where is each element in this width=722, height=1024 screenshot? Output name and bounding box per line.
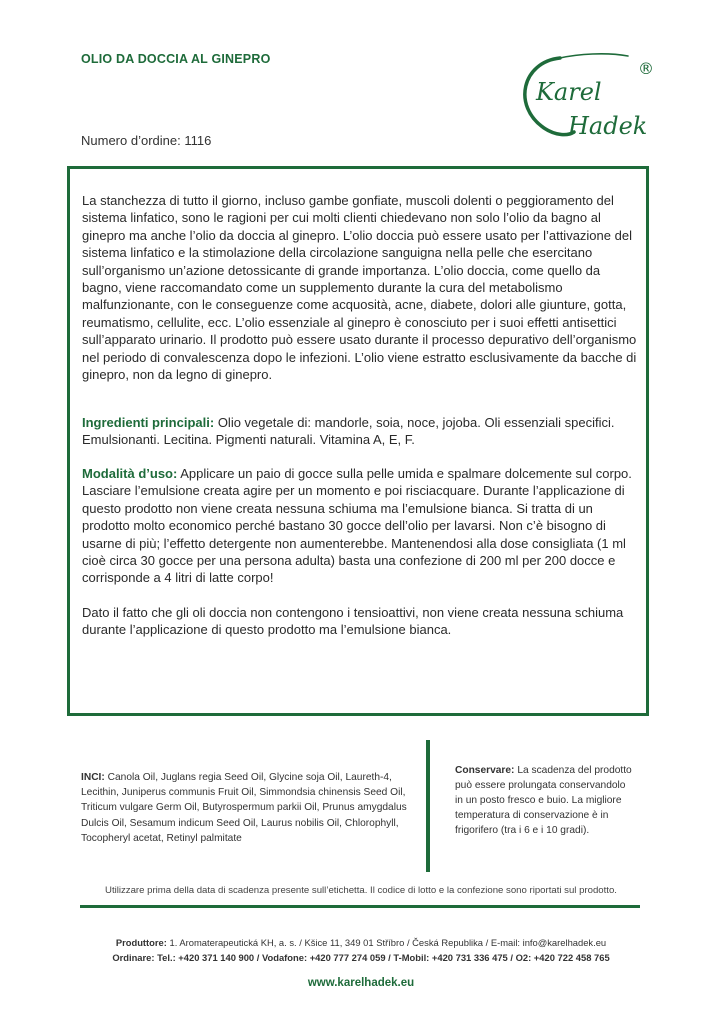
order-number: Numero d’ordine: 1116 (81, 133, 212, 148)
usage-text: Applicare un paio di gocce sulla pelle umida e spalmare dolcemente sul corpo. Lasciare l’emulsione creata agire per un momento e poi risciacquare. Durante l’applicazione di questo prodotto non viene creata nessuna schiuma ma l’emulsione bianca. Si tratta di un prodotto molto economico perché bastano 30 gocce dell’olio per lavarsi. Non c’è bisogno di usarne di più; l’effetto detergente non aumenterebbe. Mantenendosi alla dose consigliata (1 ml cioè circa 30 gocce per una persona adulta) basta una confezione di 200 ml per 200 docce e corrisponde a 4 litri di latte corpo! (82, 466, 632, 586)
usage-paragraph (82, 465, 642, 587)
ingredients-paragraph (82, 414, 642, 449)
producer-label: Produttore: (115, 937, 167, 948)
storage-label: Conservare: (455, 765, 515, 776)
producer-text: 1. Aromaterapeutická KH, a. s. / Kšice 11, 349 01 Stříbro / Česká Republika / E-mail: info@karelhadek.eu (169, 937, 607, 948)
producer-line (0, 937, 722, 948)
ingredients-text: Olio vegetale di: mandorle, soia, noce, jojoba. Oli essenziali specifici. Emulsionanti. Lecitina. Pigmenti naturali. Vitamina A, E, F. (82, 415, 615, 448)
foam-note: Dato il fatto che gli oli doccia non contengono i tensioattivi, non viene creata nessuna schiuma durante l’applicazione di questo prodotto ma l’emulsione bianca. (82, 605, 624, 638)
orders-line: Ordinare: Tel.: +420 371 140 900 / Vodafone: +420 777 274 059 / T-Mobil: +420 731 336 475 / O2: +420 722 458 765 (112, 952, 610, 963)
registered-mark: ® (638, 59, 654, 78)
inci-block (81, 770, 411, 846)
expiry-note: Utilizzare prima della data di scadenza presente sull’etichetta. Il codice di lotto e la confezione sono riportati sul prodotto. (105, 885, 617, 896)
product-description: La stanchezza di tutto il giorno, incluso gambe gonfiate, muscoli dolenti o peggioramento del sistema linfatico, sono le ragioni per cui molti clienti chiedevano non solo l’olio da bagno al ginepro ma anche l’olio da doccia al ginepro. L’olio doccia può essere usato per l’attivazione del sistema linfatico e la stimolazione della circolazione sanguigna nella pelle che esercitano sull’organismo un’azione detossicante di grande importanza. L’olio doccia, come quello da bagno, viene raccomandato come un supplemento durante la cura del metabolismo malfunzionante, con le conseguenze come acquosità, acne, diabete, dolori alle giunture, gotta, reumatismo, cellulite, ecc. L’olio essenziale al ginepro è conosciuto per i suoi effetti antisettici sull’apparato urinario. Il prodotto può essere usato durante il processo depurativo dell’organismo nel periodo di convalescenza dopo le infezioni. L’olio viene estratto esclusivamente da bacche di ginepro, non da legno di ginepro. (82, 193, 637, 383)
storage-text: La scadenza del prodotto può essere prolungata conservandolo in un posto fresco e buio. La migliore temperatura di conservazione è in frigorifero (tra i 6 e i 10 gradi). (455, 765, 632, 836)
logo-line-karel: Karel (536, 78, 602, 106)
inci-label: INCI: (81, 772, 105, 783)
storage-block (455, 763, 633, 838)
product-title: OLIO DA DOCCIA AL GINEPRO (81, 52, 271, 66)
ingredients-label: Ingredienti principali: (82, 415, 215, 430)
inci-text: Canola Oil, Juglans regia Seed Oil, Glycine soja Oil, Laureth-4, Lecithin, Juniperus communis Fruit Oil, Simmondsia chinensis Seed Oil, Triticum vulgare Germ Oil, Butyrospermum parkii Oil, Prunus amygdalus Dulcis Oil, Sesamum indicum Seed Oil, Laurus nobilis Oil, Chlorophyll, Tocopheryl acetat, Retinyl palmitate (81, 772, 407, 844)
karel-hadek-logo (516, 48, 660, 148)
usage-label: Modalità d’uso: (82, 466, 178, 481)
footer-divider (80, 905, 640, 908)
vertical-divider (426, 740, 430, 872)
logo-line-hadek: Hadek (568, 112, 648, 140)
website-link[interactable]: www.karelhadek.eu (307, 977, 415, 989)
